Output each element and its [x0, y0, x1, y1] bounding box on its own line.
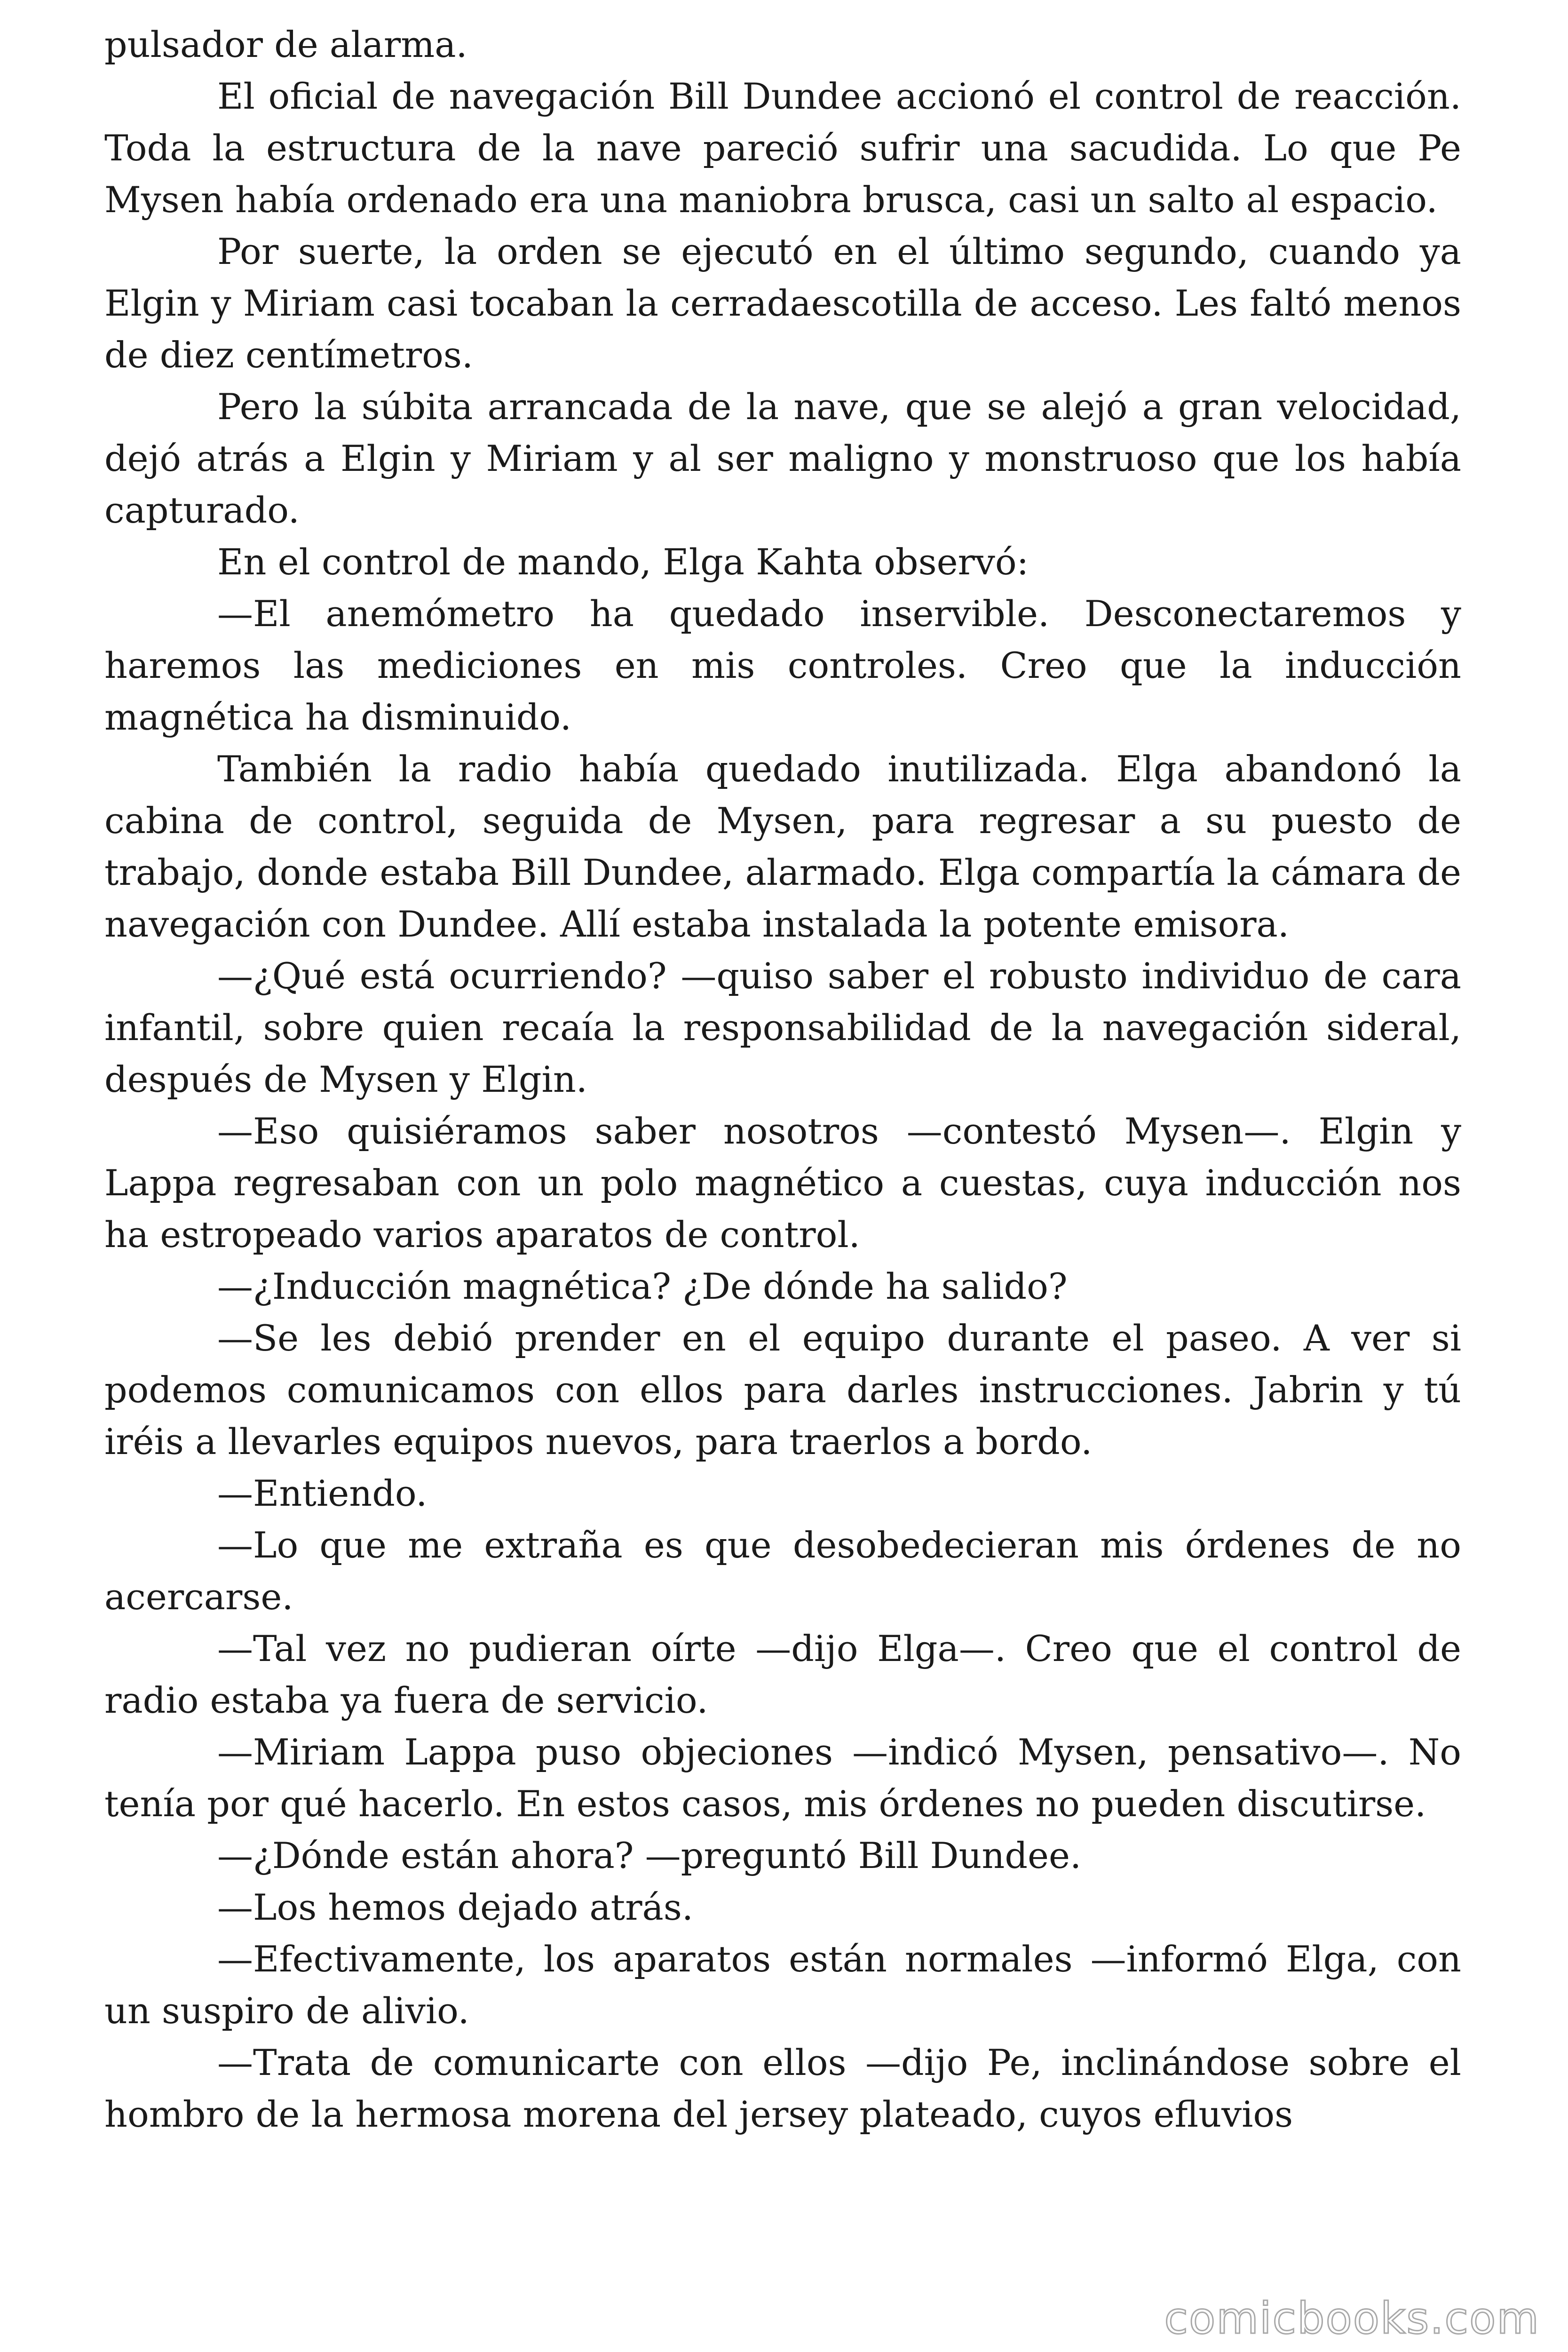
paragraph: —Eso quisiéramos saber nosotros —contestó Mysen—. Elgin y Lappa regresaban con un polo magnético a cuestas, cuya inducción nos ha estropeado varios aparatos de control. — [104, 1110, 1461, 1255]
watermark: comicbooks.com — [1164, 2293, 1540, 2344]
paragraph: —Los hemos dejado atrás. — [217, 1886, 694, 1928]
paragraph: —Entiendo. — [217, 1472, 428, 1514]
paragraph: Por suerte, la orden se ejecutó en el último segundo, cuando ya Elgin y Miriam casi tocaban la cerradaescotilla de acceso. Les faltó menos de diez centímetros. — [104, 230, 1461, 376]
paragraph: —Lo que me extraña es que desobedecieran mis órdenes de no acercarse. — [104, 1524, 1461, 1618]
paragraph: —Trata de comunicarte con ellos —dijo Pe, inclinándose sobre el hombro de la hermosa morena del jersey plateado, cuyos efluvios — [104, 2042, 1461, 2135]
paragraph: —¿Qué está ocurriendo? —quiso saber el robusto individuo de cara infantil, sobre quien recaía la responsabilidad de la navegación sideral, después de Mysen y Elgin. — [104, 955, 1461, 1100]
paragraph: El oficial de navegación Bill Dundee accionó el control de reacción. Toda la estructura de la nave pareció sufrir una sacudida. Lo que Pe Mysen había ordenado era una maniobra brusca, casi un salto al espacio. — [104, 75, 1461, 221]
paragraph: También la radio había quedado inutilizada. Elga abandonó la cabina de control, seguida de Mysen, para regresar a su puesto de trabajo, donde estaba Bill Dundee, alarmado. Elga compartía la cámara de navegación con Dundee. Allí estaba instalada la potente emisora. — [104, 748, 1461, 945]
paragraph: En el control de mando, Elga Kahta observó: — [217, 541, 1029, 583]
paragraph: —¿Dónde están ahora? —preguntó Bill Dundee. — [217, 1835, 1082, 1876]
paragraph: Pero la súbita arrancada de la nave, que se alejó a gran velocidad, dejó atrás a Elgin y Miriam y al ser maligno y monstruoso que los había capturado. — [104, 386, 1461, 531]
paragraph: —Tal vez no pudieran oírte —dijo Elga—. Creo que el control de radio estaba ya fuera de servicio. — [104, 1628, 1461, 1721]
paragraph: —Efectivamente, los aparatos están normales —informó Elga, con un suspiro de alivio. — [104, 1938, 1461, 2032]
paragraph: —Se les debió prender en el equipo durante el paseo. A ver si podemos comunicamos con ellos para darles instrucciones. Jabrin y tú iréis a llevarles equipos nuevos, para traerlos a bordo. — [104, 1317, 1461, 1462]
paragraph: —Miriam Lappa puso objeciones —indicó Mysen, pensativo—. No tenía por qué hacerlo. En estos casos, mis órdenes no pueden discutirse. — [104, 1731, 1461, 1825]
book-page-text — [104, 19, 1461, 2140]
paragraph: —¿Inducción magnética? ¿De dónde ha salido? — [217, 1265, 1068, 1307]
paragraph: —El anemómetro ha quedado inservible. Desconectaremos y haremos las mediciones en mis controles. Creo que la inducción magnética ha disminuido. — [104, 593, 1461, 738]
paragraph: pulsador de alarma. — [104, 24, 467, 65]
